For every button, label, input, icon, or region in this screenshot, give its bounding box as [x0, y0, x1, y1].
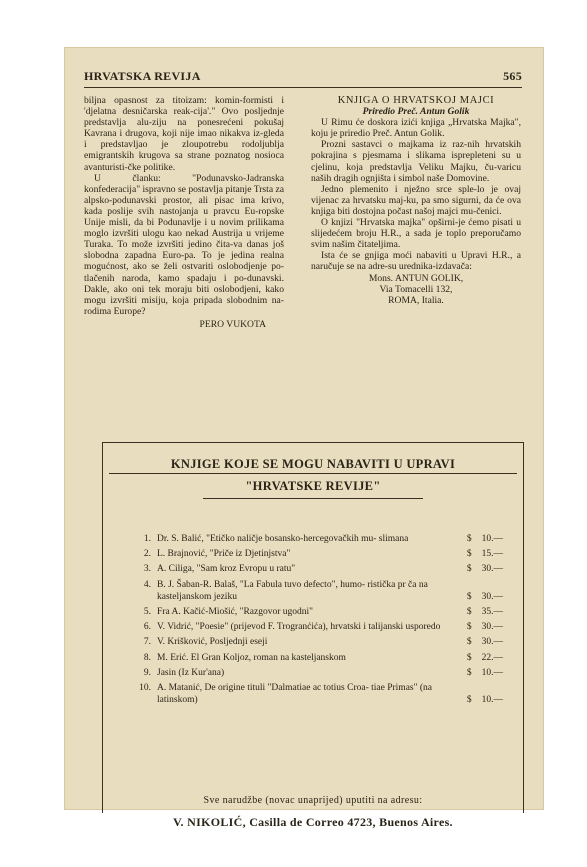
currency-symbol: $	[466, 695, 472, 706]
price-value: 15.—	[481, 549, 503, 560]
list-item	[133, 606, 503, 618]
item-text: A. Matanić, De origine tituli "Dalmatiae ac totius Croa- tiae Primas" (na latinskom)	[157, 683, 432, 706]
list-item	[133, 533, 503, 545]
magazine-page	[64, 47, 544, 829]
item-price	[445, 652, 503, 664]
paragraph: Ista će se gnjiga moći nabaviti u Upravi H.R., a naručuje se na adre-su urednika-izdavača:	[311, 250, 521, 273]
item-text: Dr. S. Balić, "Etičko naličje bosansko-hercegovačkih mu- slimana	[157, 534, 409, 544]
currency-symbol: $	[466, 667, 472, 678]
item-text: L. Brajnović, "Priče iz Djetinjstva"	[157, 549, 291, 560]
item-price	[445, 548, 503, 560]
order-address: V. NIKOLIĆ, Casilla de Correo 4723, Buenos Aires.	[173, 815, 453, 829]
price-value: 30.—	[481, 564, 503, 575]
item-number: 3.	[143, 564, 151, 575]
journal-title: HRVATSKA REVIJA	[84, 69, 201, 83]
price-value: 30.—	[481, 622, 503, 633]
currency-symbol: $	[466, 607, 472, 618]
box-title: KNJIGE KOJE SE MOGU NABAVITI U UPRAVI	[170, 457, 456, 471]
price-value: 30.—	[481, 637, 503, 648]
item-price	[445, 563, 503, 575]
currency-symbol: $	[466, 652, 472, 663]
author-signature: PERO VUKOTA	[199, 318, 266, 330]
list-item	[133, 548, 503, 560]
list-item	[133, 621, 503, 633]
item-number: 1.	[143, 534, 151, 544]
price-value: 22.—	[481, 652, 503, 663]
item-price	[445, 636, 503, 648]
list-item	[133, 563, 503, 575]
item-number: 6.	[143, 622, 151, 633]
currency-symbol: $	[466, 622, 472, 633]
currency-symbol: $	[466, 591, 472, 602]
list-item	[133, 579, 503, 603]
currency-symbol: $	[466, 534, 472, 544]
item-text: Fra A. Kačić-Miošić, "Razgovor ugodni"	[157, 607, 314, 618]
article-heading: KNJIGA O HRVATSKOJ MAJCI	[337, 95, 495, 106]
item-price	[445, 591, 503, 603]
item-number: 2.	[143, 549, 151, 560]
paragraph: U članku: "Podunavsko-Jadranska konfederacija" ispravno se postavlja pitanje Trsta za alpsko-podunavski prostor, ali pisac ima krivo, kada poslije svih nastojanja u pravcu Eu-ropske Unije misli, da bi Podunavlje i u novim prilikama moglo izvršiti ulogu kao nekad Austrija u vrijeme Turaka. To može izvršiti jedino čita-va danas još slobodna zapadna Euro-pa. To je jedina realna mogućnost, ako se želi ostvariti oslobodjenje po-tlačenih naroda, kamo spadaju i po-dunavski. Dakle, ako oni tek moraju biti oslobodjeni, kako mogu izvršiti misiju, koja pripada slobodnim na-rodima Europe?	[84, 172, 284, 317]
header-rule	[84, 87, 522, 88]
item-text: M. Erić. El Gran Koljoz, roman na kasteljanskom	[157, 652, 346, 663]
item-text: V. Krišković, Posljednji eseji	[157, 637, 268, 648]
item-number: 10.	[139, 683, 151, 694]
address-line: Mons. ANTUN GOLIK,	[368, 272, 464, 284]
item-price	[445, 533, 503, 545]
item-number: 5.	[143, 607, 151, 618]
item-number: 7.	[143, 637, 151, 648]
order-instructions: Sve narudžbe (novac unaprijed) uputiti na adresu:	[203, 795, 423, 806]
item-price	[445, 667, 503, 679]
paragraph: U Rimu će doskora izići knjiga „Hrvatska Majka", koju je priredio Preč. Antun Golik.	[311, 117, 521, 140]
price-value: 10.—	[481, 695, 503, 706]
item-text: B. J. Šaban-R. Balaš, "La Fabula tuvo defecto", humo- ristička pr ča na kasteljanskom jeziku	[157, 579, 428, 602]
item-number: 9.	[143, 667, 151, 678]
article-byline: Priredio Preč. Antun Golik	[362, 106, 470, 118]
book-list	[133, 533, 503, 709]
paragraph: biljna opasnost za titoizam: komin-formisti i 'djelatna desničarska reak-cija'." Ovo posljednje predstavlja alu-ziju na ponesrećeni pokušaj Kavrana i drugova, koji nije imao nikakva iz-gleda i predstavljao je zloupotrebu rodoljublja emigrantskih krugova sa strane poznatog nosioca avanturisti-čke politike.	[84, 95, 284, 173]
box-title-rule	[109, 473, 517, 474]
box-subtitle: "HRVATSKE REVIJE"	[245, 479, 381, 493]
item-price	[445, 621, 503, 633]
item-number: 4.	[143, 579, 151, 590]
item-price	[445, 694, 503, 706]
address-line: Via Tomacelli 132,	[379, 283, 453, 295]
list-item	[133, 636, 503, 648]
item-number: 8.	[143, 652, 151, 663]
price-value: 10.—	[481, 667, 503, 678]
paragraph: Prozni sastavci o majkama iz raz-nih hrvatskih pokrajina s pjesmama i slikama isprepleteni su u cjelinu, koja predstavlja Veliku Majku, ču-varicu naših dragih ognjišta i simbol naše Domovine.	[311, 139, 521, 184]
currency-symbol: $	[466, 549, 472, 560]
list-item	[133, 682, 503, 706]
price-value: 10.—	[481, 534, 503, 544]
price-value: 30.—	[481, 591, 503, 602]
book-list-box	[102, 442, 524, 829]
item-text: V. Vidrić, "Poesie" (prijevod F. Trogranćića), hrvatski i talijanski usporedo	[157, 622, 441, 633]
item-text: Jasin (Iz Kur'ana)	[157, 667, 225, 678]
box-subtitle-rule	[203, 498, 423, 499]
item-price	[445, 606, 503, 618]
running-header	[84, 69, 522, 85]
left-column	[84, 95, 284, 330]
currency-symbol: $	[466, 637, 472, 648]
list-item	[133, 652, 503, 664]
right-column	[311, 95, 521, 306]
currency-symbol: $	[466, 564, 472, 575]
price-value: 35.—	[481, 607, 503, 618]
page-number: 565	[503, 69, 522, 83]
item-text: A. Ciliga, "Sam kroz Evropu u ratu"	[157, 564, 296, 575]
address-line: ROMA, Italia.	[388, 294, 444, 306]
paragraph: Jedno plemenito i nježno srce sple-lo je ovaj vijenac za hrvatsku maj-ku, pa smo sigurni, da će ova knjiga biti dostojna počast našoj majci mu-čenici.	[311, 183, 521, 217]
list-item	[133, 667, 503, 679]
paragraph: O knjizi "Hrvatska majka" opširni-je ćemo pisati u slijedećem broju H.R., a sada je toplo preporučamo svim našim čitateljima.	[311, 217, 521, 251]
